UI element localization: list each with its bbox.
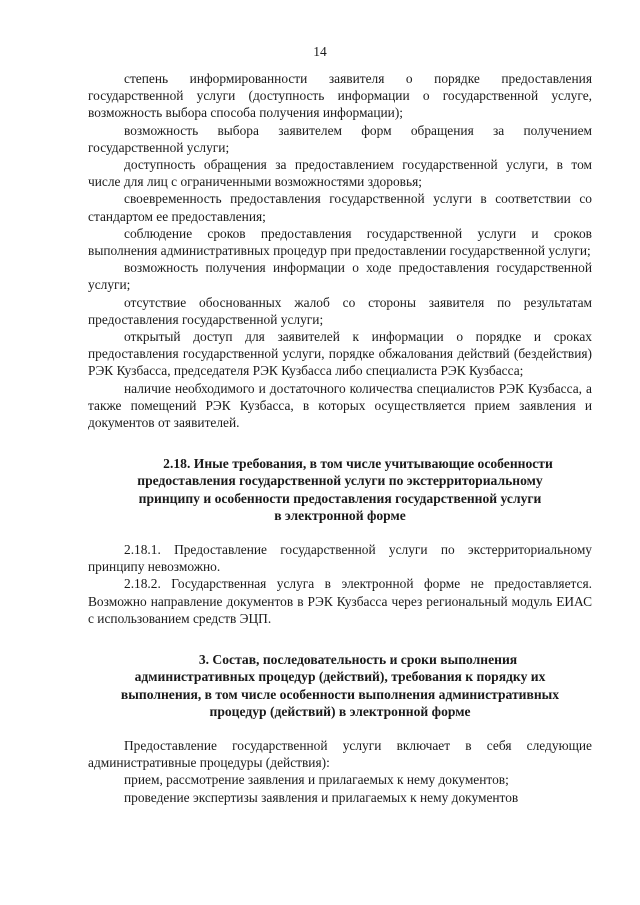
heading-line: процедур (действий) в электронной форме [209, 703, 471, 719]
paragraph-2-18-1: 2.18.1. Предоставление государственной услуги по экстерриториальному принципу невозможно. [88, 542, 592, 575]
heading-line: выполнения, в том числе особенности выполнения административных [120, 686, 560, 702]
paragraph-3-item: проведение экспертизы заявления и прилагаемых к нему документов [124, 789, 519, 805]
page-number: 14 [313, 44, 327, 59]
paragraph-2-18-2: 2.18.2. Государственная услуга в электронной форме не предоставляется. Возможно направление документов в РЭК Кузбасса через региональный модуль ЕИАС с использованием средств ЭЦП. [88, 576, 592, 626]
heading-line: 2.18. Иные требования, в том числе учитывающие особенности [163, 456, 553, 472]
list-item: соблюдение сроков предоставления государственной услуги и сроков выполнения административных процедур при предоставлении государственной услуги; [88, 225, 592, 259]
heading-line: принципу и особенности предоставления государственной услуги [138, 490, 542, 506]
paragraph-3-item: прием, рассмотрение заявления и прилагаемых к нему документов; [124, 772, 509, 788]
list-item: открытый доступ для заявителей к информации о порядке и сроках предоставления государственной услуги, порядке обжалования действий (бездействия) РЭК Кузбасса, председателя РЭК Кузбасса либо специалиста РЭК Кузбасса; [88, 329, 592, 379]
list-item: наличие необходимого и достаточного количества специалистов РЭК Кузбасса, а также помещений РЭК Кузбасса, в которых осуществляется прием заявления и документов от заявителей. [88, 380, 592, 431]
paragraph-3-intro: Предоставление государственной услуги включает в себя следующие административные процедуры (действия): [88, 737, 592, 771]
heading-line: в электронной форме [274, 507, 406, 523]
spacer [88, 431, 592, 455]
section-2-18-heading [88, 455, 592, 524]
list-item: отсутствие обоснованных жалоб со стороны заявителя по результатам предоставления государственной услуги; [88, 294, 592, 327]
spacer [88, 720, 592, 737]
page-content [88, 70, 592, 806]
heading-line: предоставления государственной услуги по экстерриториальному [137, 473, 543, 489]
spacer [88, 524, 592, 541]
list-item: возможность выбора заявителем форм обращения за получением государственной услуги; [88, 122, 592, 155]
list-item: доступность обращения за предоставлением государственной услуги, в том числе для лиц с ограниченными возможностями здоровья; [88, 157, 592, 190]
heading-line: административных процедур (действий), требования к порядку их [134, 669, 546, 685]
spacer [88, 627, 592, 651]
heading-line: 3. Состав, последовательность и сроки выполнения [198, 652, 518, 668]
list-item: степень информированности заявителя о порядке предоставления государственной услуги (доступность информации о государственной услуге, возможность выбора способа получения информации); [88, 71, 592, 121]
list-item: своевременность предоставления государственной услуги в соответствии со стандартом ее предоставления; [88, 191, 592, 224]
section-3-heading [88, 651, 592, 720]
list-item: возможность получения информации о ходе предоставления государственной услуги; [88, 260, 592, 293]
